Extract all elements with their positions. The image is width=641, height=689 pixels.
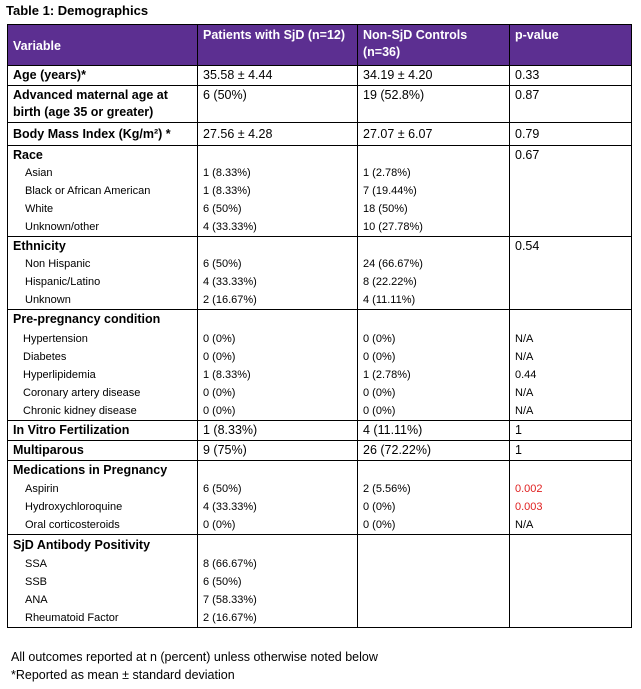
value: N/A	[515, 405, 534, 417]
cell-sjd	[198, 310, 358, 421]
cell-ctrl: 34.19 ± 4.20	[358, 66, 510, 86]
sub-label: Rheumatoid Factor	[25, 612, 119, 624]
value: 0 (0%)	[363, 351, 396, 363]
cell-ctrl	[358, 237, 510, 310]
value: N/A	[515, 519, 534, 531]
table-title: Table 1: Demographics	[6, 3, 149, 18]
group-antibody	[8, 535, 198, 628]
value: 0 (0%)	[363, 333, 396, 345]
value: 6 (50%)	[203, 203, 242, 215]
value: N/A	[515, 387, 534, 399]
table-row-ethnicity	[8, 237, 632, 310]
value: 1 (8.33%)	[203, 369, 251, 381]
value: 0 (0%)	[363, 387, 396, 399]
table-row-medications	[8, 461, 632, 535]
value: 1 (8.33%)	[203, 185, 251, 197]
sub-label: SSA	[25, 558, 48, 570]
sub-label: ANA	[25, 594, 48, 606]
value: 2 (16.67%)	[203, 612, 257, 624]
cell-sjd	[198, 146, 358, 237]
table-row-ivf	[8, 421, 632, 441]
cell-sjd: 6 (50%)	[198, 86, 358, 123]
sub-label: Oral corticosteroids	[25, 519, 120, 531]
group-ethnicity	[8, 237, 198, 310]
value: 0.54	[515, 239, 540, 253]
footnote: *Reported as mean ± standard deviation	[11, 668, 235, 682]
value: 2 (5.56%)	[363, 483, 411, 495]
cell-sjd	[198, 237, 358, 310]
value: 2 (16.67%)	[203, 294, 257, 306]
cell-sjd	[198, 461, 358, 535]
value: 0 (0%)	[203, 405, 236, 417]
cell-ctrl	[358, 310, 510, 421]
value: N/A	[515, 351, 534, 363]
value: 4 (33.33%)	[203, 276, 257, 288]
cell-p	[510, 310, 632, 421]
group-label: Pre-pregnancy condition	[13, 312, 161, 326]
value: 0.44	[515, 369, 537, 381]
value: 8 (66.67%)	[203, 558, 257, 570]
cell-sjd	[198, 535, 358, 628]
cell-ctrl	[358, 146, 510, 237]
value: 1 (8.33%)	[203, 167, 251, 179]
sub-label: Black or African American	[25, 185, 151, 197]
cell-p: 1	[510, 441, 632, 461]
sub-label: Hydroxychloroquine	[25, 501, 123, 513]
cell-p: 0.87	[510, 86, 632, 123]
sub-label: Unknown	[25, 294, 71, 306]
sub-label: Hispanic/Latino	[25, 276, 101, 288]
cell-ctrl: 26 (72.22%)	[358, 441, 510, 461]
group-label: Ethnicity	[13, 239, 66, 253]
table-row-advanced-maternal-age	[8, 86, 632, 123]
value: 0.67	[515, 148, 540, 162]
sub-label: SSB	[25, 576, 48, 588]
cell-p: 0.79	[510, 123, 632, 146]
value: 6 (50%)	[203, 483, 242, 495]
group-medications	[8, 461, 198, 535]
value: 6 (50%)	[203, 576, 242, 588]
sub-label: White	[25, 203, 54, 215]
sub-label: Non Hispanic	[25, 258, 91, 270]
row-label: Age (years)*	[8, 66, 198, 86]
sub-label: Hypertension	[23, 333, 88, 345]
sub-label: Hyperlipidemia	[23, 369, 96, 381]
cell-ctrl: 19 (52.8%)	[358, 86, 510, 123]
table-row-race	[8, 146, 632, 237]
cell-ctrl	[358, 535, 510, 628]
header-controls: Non-SjD Controls (n=36)	[358, 25, 510, 66]
value: 0 (0%)	[363, 519, 396, 531]
table-row-pre-pregnancy	[8, 310, 632, 421]
sub-label: Asian	[25, 167, 53, 179]
table-row-antibody	[8, 535, 632, 628]
value-significant: 0.003	[515, 501, 543, 513]
value: 4 (11.11%)	[363, 294, 416, 306]
cell-sjd: 1 (8.33%)	[198, 421, 358, 441]
header-row	[8, 25, 632, 66]
table-row-age	[8, 66, 632, 86]
value: 1 (2.78%)	[363, 167, 411, 179]
cell-ctrl: 4 (11.11%)	[358, 421, 510, 441]
table-row-bmi	[8, 123, 632, 146]
value: 0 (0%)	[203, 351, 236, 363]
cell-p: 1	[510, 421, 632, 441]
value: 18 (50%)	[363, 203, 408, 215]
row-label: Multiparous	[8, 441, 198, 461]
header-variable: Variable	[8, 25, 198, 66]
cell-sjd: 27.56 ± 4.28	[198, 123, 358, 146]
row-label: Advanced maternal age at birth (age 35 or greater)	[8, 86, 198, 123]
group-label: Race	[13, 148, 43, 162]
cell-ctrl	[358, 461, 510, 535]
cell-p	[510, 461, 632, 535]
cell-p	[510, 237, 632, 310]
cell-sjd: 35.58 ± 4.44	[198, 66, 358, 86]
row-label: In Vitro Fertilization	[8, 421, 198, 441]
sub-label: Aspirin	[25, 483, 59, 495]
sub-label: Coronary artery disease	[23, 387, 141, 399]
demographics-table	[7, 24, 632, 628]
group-pre-pregnancy	[8, 310, 198, 421]
header-p-value: p-value	[510, 25, 632, 66]
sub-label: Unknown/other	[25, 221, 99, 233]
sub-label: Chronic kidney disease	[23, 405, 137, 417]
cell-p	[510, 535, 632, 628]
cell-p: 0.33	[510, 66, 632, 86]
footnotes	[11, 648, 378, 684]
value: 24 (66.67%)	[363, 258, 423, 270]
value: 4 (33.33%)	[203, 501, 257, 513]
value: 1 (2.78%)	[363, 369, 411, 381]
value: 4 (33.33%)	[203, 221, 257, 233]
value: N/A	[515, 333, 534, 345]
value: 6 (50%)	[203, 258, 242, 270]
group-label: SjD Antibody Positivity	[13, 538, 151, 552]
value-significant: 0.002	[515, 483, 543, 495]
value: 0 (0%)	[203, 387, 236, 399]
value: 7 (19.44%)	[363, 185, 417, 197]
value: 0 (0%)	[363, 501, 396, 513]
table-row-multiparous	[8, 441, 632, 461]
value: 7 (58.33%)	[203, 594, 257, 606]
value: 0 (0%)	[203, 333, 236, 345]
row-label: Body Mass Index (Kg/m²) *	[8, 123, 198, 146]
value: 0 (0%)	[363, 405, 396, 417]
cell-p	[510, 146, 632, 237]
group-label: Medications in Pregnancy	[13, 463, 168, 477]
group-race	[8, 146, 198, 237]
footnote: All outcomes reported at n (percent) unless otherwise noted below	[11, 650, 378, 664]
value: 8 (22.22%)	[363, 276, 417, 288]
value: 0 (0%)	[203, 519, 236, 531]
cell-ctrl: 27.07 ± 6.07	[358, 123, 510, 146]
cell-sjd: 9 (75%)	[198, 441, 358, 461]
sub-label: Diabetes	[23, 351, 67, 363]
header-sjd: Patients with SjD (n=12)	[198, 25, 358, 66]
value: 10 (27.78%)	[363, 221, 423, 233]
